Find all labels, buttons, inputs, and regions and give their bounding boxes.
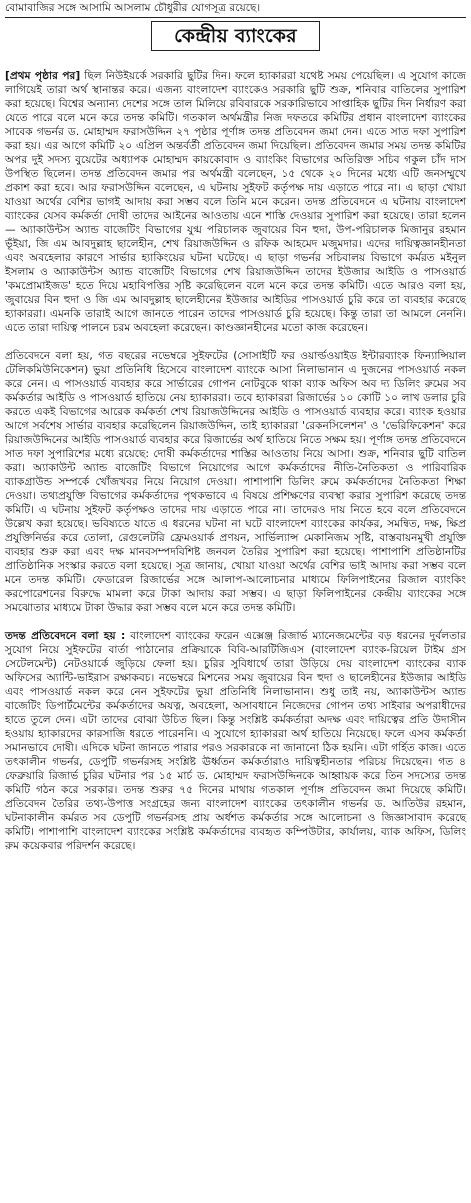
article-paragraph-1 — [5, 69, 466, 335]
preceding-story-tail: বোমাবাজির সঙ্গে আসামি আসলাম চৌধুরীর যোগসূত্র রয়েছে। — [5, 2, 261, 14]
article-headline: কেন্দ্রীয় ব্যাংকের — [151, 21, 320, 51]
paragraph-3-text: বাংলাদেশ ব্যাংকের ফরেন এক্সেঞ্জ রিজার্ভ ম্যানেজমেন্টের বড় ধরনের দুর্বলতার সুযোগ নিয়ে সুইফটের বার্তা পাঠানোর প্রক্রিয়াকে বিবি-আরটিজিএস (বাংলাদেশ ব্যাংক-রিয়েল টাইম গ্রস সেটেলমেন্ট) নেটওয়ার্কে জুড়িয়ে ফেলা হয়। চুরির সুবিধার্থে তারা উড়িয়ে দেয় বাংলাদেশ ব্যাংকের ব্যাক অফিসের অ্যান্টি-ভাইরাস রক্ষাকবচ। নভেম্বরে মিশনের সময় জুবায়ের বিন হুদা ও ছালেহীনের ইউজার আইডি এবং পাসওয়ার্ড নকল করে নেন সুইফটের ভুয়া প্রতিনিধি নিলাভানান। শুধু তাই নয়, অ্যাকাউন্টস অ্যান্ড বাজেটিং ডিপার্টমেন্টের কর্মকর্তাদের অযত্ন, অবহেলা, অসাবধানে নিজেদের গোপন তথ্য সাইবার অপরাধীদের হাতে তুলে দেন। এটা তাদের বোঝা উচিত ছিল। কিন্তু সংশ্লিষ্ট কর্মকর্তারা অদক্ষ এবং দায়িত্বের প্রতি উদাসীন হওয়ায় হ্যাকারদের কারসাজি ধরতে পারেননি। এ সুযোগে হ্যাকাররা অর্থ হাতিয়ে নিয়েছে। ফলে এসব কর্মকর্তা সমানভাবে দোষী। এদিকে ঘটনা জানতে পারার পরও সরকারকে না জানানো ঠিক হয়নি। এটা গর্হিত কাজ। এতে তৎকালীন গভর্নর, ডেপুটি গভর্নরসহ সংশ্লিষ্ট ঊর্ধ্বতন কর্মকর্তারাও দায়িত্বহীনতার পরিচয় দিয়েছেন। গত ৪ ফেব্রুয়ারি রিজার্ভ চুরির ঘটনার পর ১৫ মার্চ ড. মোহাম্মদ ফরাসউদ্দিনকে আহ্বায়ক করে তিন সদস্যের তদন্ত কমিটি গঠন করে সরকার। তদন্ত শুরুর ৭৫ দিনের মাথায় গতকাল পূর্ণাঙ্গ প্রতিবেদন জমা দিয়েছে কমিটি। প্রতিবেদন তৈরির তথ্য-উপাত্ত সংগ্রহের জন্য বাংলাদেশ ব্যাংকের তৎকালীন গভর্নর ড. আতিউর রহমান, ঘটনাকালীন কর্মরত সব ডেপুটি গভর্নরসহ প্রায় অর্ধশত কর্মকর্তার সঙ্গে আলোচনা ও জিজ্ঞাসাবাদ করেছে কমিটি। পাশাপাশি বাংলাদেশ ব্যাংকের সংশ্লিষ্ট কর্মকর্তাদের ব্যবহৃত কম্পিউটার, কার্যালয়, ব্যাক অফিস, ডিলিং রুম কয়েকবার পরিদর্শন করেছে। — [5, 630, 466, 852]
article-paragraph-3 — [5, 629, 466, 853]
paragraph-1-text: ছিল নিউইয়র্কে সরকারি ছুটির দিন। ফলে হ্যাকাররা যথেষ্ট সময় পেয়েছিল। এ সুযোগ কাজে লাগিয়েই তারা অর্থ স্থানান্তর করে। এজন্য বাংলাদেশ ব্যাংকেও সরকারি ছুটি শুক্র, শনিবার বাতিলের সুপারিশ করা হয়েছে। বিশ্বের অন্যান্য দেশের সঙ্গে তাল মিলিয়ে রবিবারকে সরকারিভাবে সাপ্তাহিক ছুটির দিন নির্ধারণ করা যেতে পারে বলে মনে করে তদন্ত কমিটি। গতকাল অর্থমন্ত্রীর নিজ দফতরে কমিটির প্রধান বাংলাদেশ ব্যাংকের সাবেক গভর্নর ড. মোহাম্মদ ফরাসউদ্দিন ২৭ পৃষ্ঠার পূর্ণাঙ্গ তদন্ত প্রতিবেদন জমা দেন। এতে সাত দফা সুপারিশ করা হয়। এর আগে কমিটি ২০ এপ্রিল অন্তর্বর্তী প্রতিবেদন জমা দিয়েছিল। প্রতিবেদন জমার সময় তদন্ত কমিটির অপর দুই সদস্য বুয়েটের অধ্যাপক মোহাম্মদ কায়কোবাদ ও ব্যাংকিং বিভাগের অতিরিক্ত সচিব গকুল চাঁদ দাস উপস্থিত ছিলেন। তদন্ত প্রতিবেদন জমার পর অর্থমন্ত্রী বলেছেন, ১৫ থেকে ২০ দিনের মধ্যে এটি জনসম্মুখে প্রকাশ করা হবে। আর ফরাসউদ্দিন বলেছেন, এ ঘটনায় সুইফট কর্তৃপক্ষ দায় এড়াতে পারে না। এ ছাড়া খোয়া যাওয়া অর্থের বেশির ভাগই আদায় করা সম্ভব বলে তিনি মনে করেন। তদন্ত প্রতিবেদনে এ ঘটনায় বাংলাদেশ ব্যাংকের যেসব কর্মকর্তা দোষী তাদের আইনের আওতায় এনে শাস্তি দেওয়ার সুপারিশ করা হয়েছে। তারা হলেন— অ্যাকাউন্টস অ্যান্ড বাজেটিং বিভাগের যুগ্ম পরিচালক জুবায়ের বিন হুদা, উপ-পরিচালক মিজানুর রহমান ভূঁইয়া, জি এম আবদুল্লাহ ছালেহীন, শেখ রিয়াজউদ্দিন ও রফিক আহমেদ মজুমদার। এদের দায়িত্বজ্ঞানহীনতা এবং অবহেলার কারণে সার্ভার হ্যাকিংয়ের ঘটনা ঘটেছে। এ ছাড়া গভর্নর সচিবালয় বিভাগে কর্মরত মইনুল ইসলাম ও অ্যাকাউন্টস অ্যান্ড বাজেটিং বিভাগের শেখ রিয়াজউদ্দিন তাদের ইউজার আইডি ও পাসওয়ার্ড 'কমপ্রোমাইজড' হতে দিয়ে মহাবিপত্তির সৃষ্টি করেছিলেন বলে মনে করে তদন্ত কমিটি। এতে আরও বলা হয়, জুবায়ের বিন হুদা ও জি এম আবদুল্লাহ ছালেহীনের ইউজার আইডির পাসওয়ার্ড চুরি করে তা ব্যবহার করেছে হ্যাকাররা। এমনকি তারাই আগে জানতে পারেন তাদের পাসওয়ার্ড চুরি হয়েছে। কিন্তু তারা তা আমলে নেননি। এতে তারা দায়িত্ব পালনে চরম অবহেলা করেছেন। কাণ্ডজ্ঞানহীনের মতো কাজ করেছেন। — [5, 70, 466, 334]
headline-container — [5, 21, 466, 51]
article-paragraph-2 — [5, 349, 466, 615]
continuation-label: [প্রথম পৃষ্ঠার পর] — [5, 70, 81, 82]
report-subhead: তদন্ত প্রতিবেদনে বলা হয় : — [5, 630, 126, 642]
article-body — [5, 55, 466, 867]
section-divider — [5, 17, 466, 18]
paragraph-2-text: প্রতিবেদনে বলা হয়, গত বছরের নভেম্বরে সুইফটের (সোসাইটি ফর ওয়ার্ল্ডওয়াইড ইন্টারব্যাংক ফিন্যান্সিয়াল টেলিকমিউনিকেশন) ভুয়া প্রতিনিধি হিসেবে বাংলাদেশ ব্যাংকে আসা নিলাভানান এ দুজনের পাসওয়ার্ড নকল করে নেন। এ পাসওয়ার্ড ব্যবহার করে সার্ভারের গোপন নোটবুকে থাকা ব্যাক অফিস অব দ্য ডিলিং রুমের সব কর্মকর্তার আইডি ও পাসওয়ার্ড হাতিয়ে নেয় হ্যাকাররা। তবে হ্যাকাররা রিজার্ভের ১০ কোটি ১০ লাখ ডলার চুরি করতে একই বিভাগের আরেক কর্মকর্তা শেখ রিয়াজউদ্দিনের আইডি ও পাসওয়ার্ড ব্যবহার করে। ব্যাংক হওয়ার আগে সর্বশেষ সার্ভার ব্যবহার করেছিলেন রিয়াজউদ্দিন, তাই হ্যাকাররা 'রেকনসিলেশন' ও 'ভেরিফিকেশন' করে রিয়াজউদ্দিনের আইডি পাসওয়ার্ড ব্যবহার করে রিজার্ভের অর্থ হাতিয়ে নিতে সক্ষম হয়। পূর্ণাঙ্গ তদন্ত প্রতিবেদনে সাত দফা সুপারিশের মধ্যে রয়েছে: দোষী কর্মকর্তাদের শাস্তির আওতায় নিয়ে আসা। শুক্র, শনিবার ছুটি বাতিল করা। অ্যাকাউন্ট অ্যান্ড বাজেটিং বিভাগে নিয়োগের আগে কর্মকর্তাদের নীতি-নৈতিকতা ও পারিবারিক ব্যাকগ্রাউন্ড সম্পর্কে খোঁজখবর নিয়ে নিয়োগ দেওয়া। পাশাপাশি ডিলিং রুমে কর্মকর্তাদের নৈতিকতা শিক্ষা দেওয়া। তথ্যপ্রযুক্তি বিভাগের কর্মকর্তাদের পৃথকভাবে এ বিষয়ে প্রশিক্ষণের ব্যবস্থা করার সুপারিশ করেছে তদন্ত কমিটি। এ ঘটনায় সুইফট কর্তৃপক্ষও তাদের দায় এড়াতে পারে না। তাদেরও দায় নিতে হবে বলে প্রতিবেদনে উল্লেখ করা হয়েছে। ভবিষ্যতে যাতে এ ধরনের ঘটনা না ঘটে বাংলাদেশ ব্যাংকের কার্যকর, সমন্বিত, দক্ষ, ক্ষিপ্র প্রযুক্তিনির্ভর করে তোলা, রেগুলেটরি ফ্রেমওয়ার্ক প্রণয়ন, সার্ভিল্যান্স মেকানিজম সৃষ্টি, বাস্তবায়নমুখী প্রযুক্তি ব্যবহার শুরু করা এবং দক্ষ মানবসম্পদবিশিষ্ট জনবল তৈরির সুপারিশ করা হয়েছে। পাশাপাশি প্রতিষ্ঠানটির প্রাতিষ্ঠানিক সংস্কার করতে বলা হয়েছে। সূত্র জানায়, খোয়া যাওয়া অর্থের বেশির ভাই আদায় করা সম্ভব বলে মনে তদন্ত কমিটি। ফেডারেল রিজার্ভের সঙ্গে আলাপ-আলোচনার মাধ্যমে ফিলিপাইনের রিজাল ব্যাংকিং করপোরেশনের বিরুদ্ধে মামলা করে টাকা আদায় করা সম্ভব। এ ছাড়া ফিলিপাইনের কেন্দ্রীয় ব্যাংকের সঙ্গে সমঝোতার মাধ্যমে টাকা উদ্ধার করা সম্ভব বলে মনে করে তদন্ত কমিটি। — [5, 350, 466, 614]
